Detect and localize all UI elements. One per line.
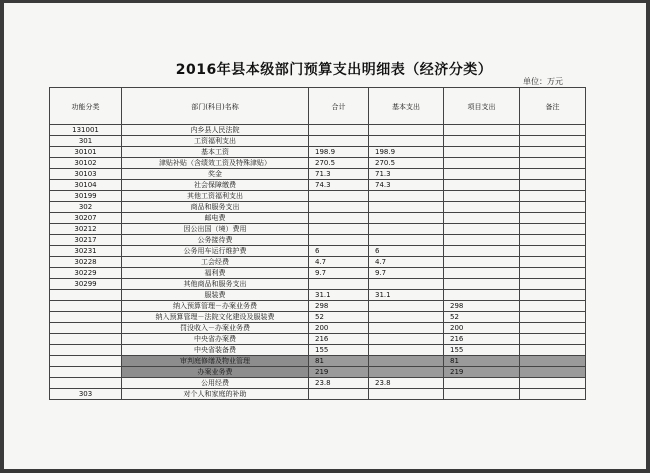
table-row (50, 290, 586, 301)
header-basic: 基本支出 (369, 88, 444, 125)
unit-label: 单位：万元 (523, 77, 563, 86)
cell-basic (369, 224, 444, 235)
cell-basic (369, 191, 444, 202)
header-note: 备注 (520, 88, 586, 125)
page-title: 2016年县本级部门预算支出明细表（经济分类） (175, 62, 493, 78)
cell-project (444, 202, 520, 213)
cell-project (444, 378, 520, 389)
cell-total (309, 136, 369, 147)
cell-project (444, 136, 520, 147)
cell-total: 270.5 (309, 158, 369, 169)
cell-project (444, 213, 520, 224)
cell-project: 200 (444, 323, 520, 334)
header-function-class: 功能分类 (50, 88, 122, 125)
cell-total: 216 (309, 334, 369, 345)
cell-project (444, 224, 520, 235)
cell-note (520, 268, 586, 279)
cell-note (520, 136, 586, 147)
cell-name: 社会保障缴费 (122, 180, 309, 191)
table-header-row (50, 88, 586, 125)
cell-basic: 198.9 (369, 147, 444, 158)
cell-name: 对个人和家庭的补助 (122, 389, 309, 400)
cell-note (520, 367, 586, 378)
cell-code (50, 334, 122, 345)
cell-note (520, 125, 586, 136)
cell-total: 6 (309, 246, 369, 257)
cell-code: 30229 (50, 268, 122, 279)
cell-name: 纳入预算管理－办案业务费 (122, 301, 309, 312)
cell-project (444, 246, 520, 257)
cell-total: 23.8 (309, 378, 369, 389)
cell-code: 301 (50, 136, 122, 147)
cell-note (520, 147, 586, 158)
cell-total: 71.3 (309, 169, 369, 180)
cell-total: 74.3 (309, 180, 369, 191)
cell-total: 81 (309, 356, 369, 367)
table-row (50, 147, 586, 158)
cell-total (309, 125, 369, 136)
cell-basic (369, 136, 444, 147)
cell-code: 30101 (50, 147, 122, 158)
cell-project: 81 (444, 356, 520, 367)
cell-code (50, 345, 122, 356)
cell-project (444, 169, 520, 180)
cell-code: 302 (50, 202, 122, 213)
table-row (50, 246, 586, 257)
table-row (50, 169, 586, 180)
cell-basic: 71.3 (369, 169, 444, 180)
table-row (50, 213, 586, 224)
cell-total: 9.7 (309, 268, 369, 279)
table-row (50, 378, 586, 389)
document-page (4, 3, 646, 469)
cell-total (309, 279, 369, 290)
cell-name: 福利费 (122, 268, 309, 279)
table-row (50, 301, 586, 312)
cell-note (520, 213, 586, 224)
cell-basic (369, 334, 444, 345)
cell-code (50, 378, 122, 389)
table-row (50, 224, 586, 235)
cell-note (520, 334, 586, 345)
cell-code: 30207 (50, 213, 122, 224)
cell-name: 奖金 (122, 169, 309, 180)
cell-basic (369, 125, 444, 136)
cell-note (520, 301, 586, 312)
cell-code: 303 (50, 389, 122, 400)
table-row (50, 334, 586, 345)
cell-note (520, 290, 586, 301)
cell-note (520, 235, 586, 246)
table-row (50, 202, 586, 213)
cell-basic: 270.5 (369, 158, 444, 169)
cell-basic: 6 (369, 246, 444, 257)
cell-total (309, 213, 369, 224)
cell-name: 其他商品和服务支出 (122, 279, 309, 290)
cell-total (309, 389, 369, 400)
cell-code: 30217 (50, 235, 122, 246)
cell-code: 30104 (50, 180, 122, 191)
table-row (50, 257, 586, 268)
cell-project: 155 (444, 345, 520, 356)
table-row (50, 180, 586, 191)
cell-name: 公用经费 (122, 378, 309, 389)
cell-code (50, 290, 122, 301)
cell-name: 内乡县人民法院 (122, 125, 309, 136)
cell-code: 30199 (50, 191, 122, 202)
cell-name: 津贴补贴（含绩效工资及特殊津贴） (122, 158, 309, 169)
cell-code: 30231 (50, 246, 122, 257)
cell-note (520, 191, 586, 202)
cell-code (50, 323, 122, 334)
cell-basic (369, 389, 444, 400)
cell-project (444, 180, 520, 191)
cell-name: 服装费 (122, 290, 309, 301)
table-row (50, 158, 586, 169)
cell-name: 邮电费 (122, 213, 309, 224)
cell-project (444, 147, 520, 158)
table-row (50, 389, 586, 400)
cell-name: 纳入预算管理－法院文化建设及服装费 (122, 312, 309, 323)
budget-table (49, 87, 586, 400)
cell-total: 219 (309, 367, 369, 378)
cell-code: 30228 (50, 257, 122, 268)
cell-basic: 4.7 (369, 257, 444, 268)
cell-basic (369, 367, 444, 378)
cell-note (520, 180, 586, 191)
cell-basic (369, 345, 444, 356)
cell-note (520, 246, 586, 257)
cell-project (444, 279, 520, 290)
table-row (50, 312, 586, 323)
cell-name: 中央省装备费 (122, 345, 309, 356)
cell-name: 公务用车运行维护费 (122, 246, 309, 257)
cell-code (50, 367, 122, 378)
cell-name: 审判庭修缮及物业管理 (122, 356, 309, 367)
cell-basic: 74.3 (369, 180, 444, 191)
cell-basic (369, 202, 444, 213)
cell-project (444, 158, 520, 169)
cell-note (520, 356, 586, 367)
cell-name: 中央省办案费 (122, 334, 309, 345)
cell-name: 基本工资 (122, 147, 309, 158)
cell-basic: 31.1 (369, 290, 444, 301)
cell-code (50, 356, 122, 367)
cell-basic: 23.8 (369, 378, 444, 389)
table-row (50, 356, 586, 367)
cell-project (444, 235, 520, 246)
cell-code (50, 312, 122, 323)
table-row (50, 268, 586, 279)
cell-project (444, 268, 520, 279)
cell-note (520, 202, 586, 213)
cell-code: 30299 (50, 279, 122, 290)
header-total: 合计 (309, 88, 369, 125)
cell-total (309, 202, 369, 213)
cell-total: 198.9 (309, 147, 369, 158)
cell-name: 办案业务费 (122, 367, 309, 378)
cell-total (309, 235, 369, 246)
cell-project: 216 (444, 334, 520, 345)
table-row (50, 191, 586, 202)
cell-basic (369, 301, 444, 312)
cell-name: 商品和服务支出 (122, 202, 309, 213)
cell-project: 219 (444, 367, 520, 378)
cell-name: 罚没收入－办案业务费 (122, 323, 309, 334)
cell-name: 工资福利支出 (122, 136, 309, 147)
table-row (50, 136, 586, 147)
cell-project (444, 290, 520, 301)
cell-code (50, 301, 122, 312)
table-row (50, 279, 586, 290)
header-project: 项目支出 (444, 88, 520, 125)
cell-code: 30103 (50, 169, 122, 180)
cell-name: 工会经费 (122, 257, 309, 268)
cell-total: 200 (309, 323, 369, 334)
cell-note (520, 345, 586, 356)
cell-project: 52 (444, 312, 520, 323)
cell-code: 131001 (50, 125, 122, 136)
cell-note (520, 389, 586, 400)
cell-note (520, 378, 586, 389)
cell-total: 52 (309, 312, 369, 323)
cell-note (520, 279, 586, 290)
cell-basic (369, 213, 444, 224)
cell-total: 298 (309, 301, 369, 312)
table-row (50, 323, 586, 334)
cell-total (309, 191, 369, 202)
cell-total: 155 (309, 345, 369, 356)
cell-project (444, 191, 520, 202)
cell-name: 因公出国（境）费用 (122, 224, 309, 235)
table-row (50, 235, 586, 246)
cell-code: 30212 (50, 224, 122, 235)
cell-note (520, 158, 586, 169)
table-row (50, 345, 586, 356)
cell-project: 298 (444, 301, 520, 312)
table-row (50, 125, 586, 136)
cell-total (309, 224, 369, 235)
cell-total: 31.1 (309, 290, 369, 301)
cell-project (444, 257, 520, 268)
cell-note (520, 323, 586, 334)
cell-project (444, 389, 520, 400)
header-dept-name: 部门(科目)名称 (122, 88, 309, 125)
cell-note (520, 312, 586, 323)
cell-name: 公务接待费 (122, 235, 309, 246)
cell-note (520, 257, 586, 268)
cell-note (520, 224, 586, 235)
cell-total: 4.7 (309, 257, 369, 268)
cell-basic: 9.7 (369, 268, 444, 279)
cell-basic (369, 356, 444, 367)
cell-note (520, 169, 586, 180)
cell-name: 其他工资福利支出 (122, 191, 309, 202)
cell-basic (369, 235, 444, 246)
table-row (50, 367, 586, 378)
cell-basic (369, 279, 444, 290)
cell-basic (369, 323, 444, 334)
cell-project (444, 125, 520, 136)
cell-code: 30102 (50, 158, 122, 169)
cell-basic (369, 312, 444, 323)
